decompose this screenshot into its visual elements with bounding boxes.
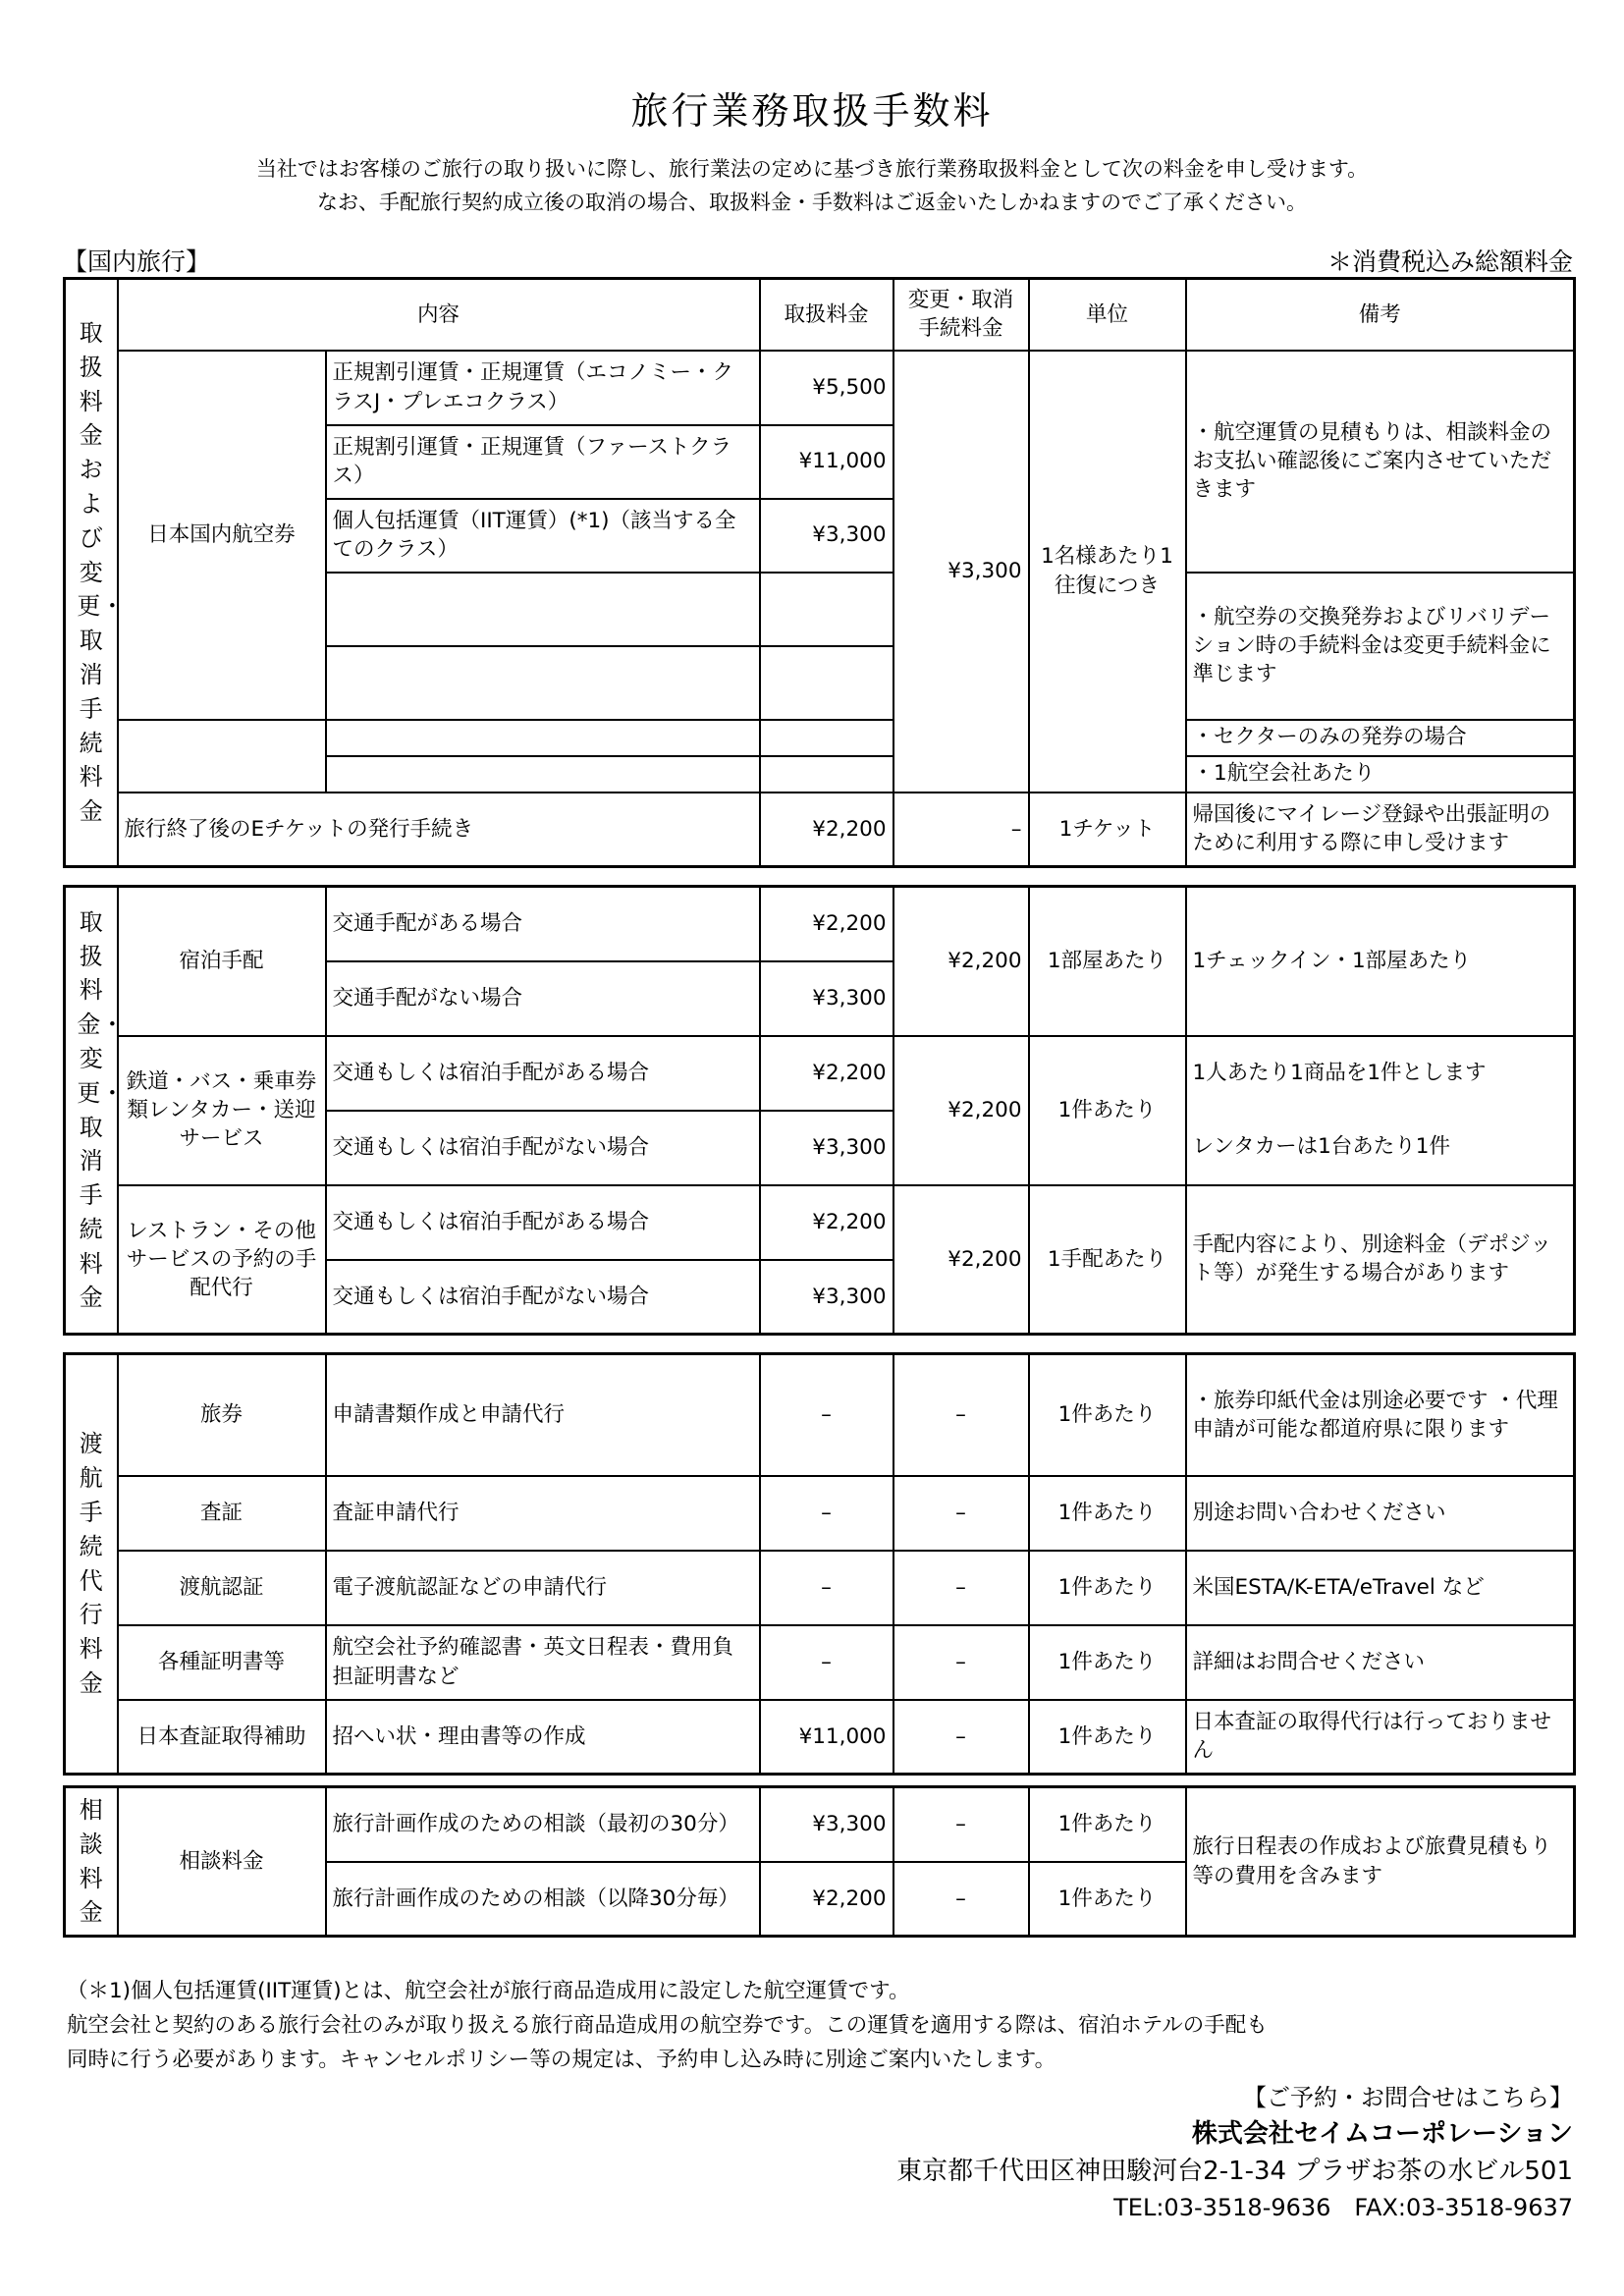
hotel-row-1: 交通手配がある場合 [326, 887, 760, 961]
passport-remarks: ・旅券印紙代金は別途必要です ・代理申請が可能な都道府県に限ります [1186, 1354, 1575, 1476]
block2-side-label: 取扱料金・変更・取消手続料金 [65, 887, 118, 1335]
airfare-remarks-1: ・航空運賃の見積もりは、相談料金のお支払い確認後にご案内させていただきます [1186, 351, 1575, 573]
company-phone: TEL:03-3518-9636 FAX:03-3518-9637 [1113, 2194, 1573, 2221]
fare-row-empty-4 [326, 756, 760, 793]
tax-note: ＊消費税込み総額料金 [1326, 247, 1573, 276]
airline-ticket-label: 日本国内航空券 [118, 351, 326, 720]
eta-fee: – [760, 1551, 893, 1625]
header-unit: 単位 [1029, 279, 1186, 351]
consultation-unit-2: 1件あたり [1029, 1862, 1186, 1937]
visa-remarks: 別途お問い合わせください [1186, 1476, 1575, 1551]
eticket-change: – [893, 793, 1029, 867]
hotel-fee-2: ¥3,300 [760, 961, 893, 1036]
restaurant-group-name: レストラン・その他サービスの予約の手配代行 [118, 1185, 326, 1335]
eta-desc: 電子渡航認証などの申請代行 [326, 1551, 760, 1625]
company-name: 株式会社セイムコーポレーション [1191, 2119, 1573, 2149]
block3-side-label: 渡航手続代行料金 [65, 1354, 118, 1775]
fare-fee-iit: ¥3,300 [760, 499, 893, 573]
fee-empty-2 [760, 646, 893, 720]
japan-visa-name: 日本査証取得補助 [118, 1700, 326, 1775]
consultation-row-2: 旅行計画作成のための相談（以降30分毎） [326, 1862, 760, 1937]
consultation-table [63, 1785, 1576, 1938]
eticket-remarks: 帰国後にマイレージ登録や出張証明のために利用する際に申し受けます [1186, 793, 1575, 867]
transport-change: ¥2,200 [893, 1036, 1029, 1185]
restaurant-unit: 1手配あたり [1029, 1185, 1186, 1335]
consultation-fee-1: ¥3,300 [760, 1787, 893, 1862]
restaurant-row-2: 交通もしくは宿泊手配がない場合 [326, 1260, 760, 1335]
japan-visa-fee: ¥11,000 [760, 1700, 893, 1775]
fare-row-empty-3 [326, 720, 760, 756]
fee-empty-3 [760, 720, 893, 756]
consultation-unit-1: 1件あたり [1029, 1787, 1186, 1862]
hotel-group-name: 宿泊手配 [118, 887, 326, 1036]
restaurant-fee-1: ¥2,200 [760, 1185, 893, 1260]
passport-fee: – [760, 1354, 893, 1476]
transport-fee-1: ¥2,200 [760, 1036, 893, 1111]
header-remarks: 備考 [1186, 279, 1575, 351]
transport-row-1: 交通もしくは宿泊手配がある場合 [326, 1036, 760, 1111]
japan-visa-desc: 招へい状・理由書等の作成 [326, 1700, 760, 1775]
airfare-remarks-2: ・航空券の交換発券およびリバリデーション時の手続料金は変更手続料金に準じます [1186, 573, 1575, 720]
eta-remarks: 米国ESTA/K-ETA/eTravel など [1186, 1551, 1575, 1625]
fare-row-first: 正規割引運賃・正規運賃（ファーストクラス） [326, 425, 760, 499]
eta-unit: 1件あたり [1029, 1551, 1186, 1625]
visa-unit: 1件あたり [1029, 1476, 1186, 1551]
transport-fee-2: ¥3,300 [760, 1111, 893, 1185]
passport-name: 旅券 [118, 1354, 326, 1476]
consultation-name: 相談料金 [118, 1787, 326, 1937]
fare-row-iit: 個人包括運賃（IIT運賃）(*1)（該当する全てのクラス） [326, 499, 760, 573]
fare-row-economy: 正規割引運賃・正規運賃（エコノミー・クラスJ・プレエコクラス） [326, 351, 760, 425]
arrangement-fees-table [63, 885, 1576, 1336]
eticket-fee: ¥2,200 [760, 793, 893, 867]
travel-procedure-table [63, 1352, 1576, 1776]
fare-fee-first: ¥11,000 [760, 425, 893, 499]
passport-unit: 1件あたり [1029, 1354, 1186, 1476]
domestic-airfare-table [63, 277, 1576, 868]
airline-empty [118, 720, 326, 793]
hotel-row-2: 交通手配がない場合 [326, 961, 760, 1036]
hotel-remarks: 1チェックイン・1部屋あたり [1186, 887, 1575, 1036]
visa-desc: 査証申請代行 [326, 1476, 760, 1551]
certificate-fee: – [760, 1625, 893, 1700]
section-label: 【国内旅行】 [63, 247, 211, 276]
fare-fee-economy: ¥5,500 [760, 351, 893, 425]
restaurant-fee-2: ¥3,300 [760, 1260, 893, 1335]
eticket-desc: 旅行終了後のEチケットの発行手続き [118, 793, 760, 867]
contact-label: 【ご予約・お問合せはこちら】 [1243, 2084, 1573, 2111]
certificate-unit: 1件あたり [1029, 1625, 1186, 1700]
consultation-change-1: – [893, 1787, 1029, 1862]
restaurant-remarks: 手配内容により、別途料金（デポジット等）が発生する場合があります [1186, 1185, 1575, 1335]
hotel-change: ¥2,200 [893, 887, 1029, 1036]
eta-change: – [893, 1551, 1029, 1625]
airfare-change-fee: ¥3,300 [893, 351, 1029, 793]
consultation-fee-2: ¥2,200 [760, 1862, 893, 1937]
block1-side-label: 取扱料金および変更・取消手続料金 [65, 279, 118, 867]
footnote-3: 同時に行う必要があります。キャンセルポリシー等の規定は、予約申し込み時に別途ご案内いたします。 [67, 2048, 1056, 2072]
consultation-row-1: 旅行計画作成のための相談（最初の30分） [326, 1787, 760, 1862]
certificate-remarks: 詳細はお問合せください [1186, 1625, 1575, 1700]
hotel-fee-1: ¥2,200 [760, 887, 893, 961]
eticket-unit: 1チケット [1029, 793, 1186, 867]
intro-line-2: なお、手配旅行契約成立後の取消の場合、取扱料金・手数料はご返金いたしかねますのでご了承ください。 [317, 191, 1307, 214]
fare-row-empty-1 [326, 573, 760, 646]
certificate-change: – [893, 1625, 1029, 1700]
header-content: 内容 [118, 279, 760, 351]
japan-visa-remarks: 日本査証の取得代行は行っておりません [1186, 1700, 1575, 1775]
eta-name: 渡航認証 [118, 1551, 326, 1625]
japan-visa-change: – [893, 1700, 1029, 1775]
restaurant-row-1: 交通もしくは宿泊手配がある場合 [326, 1185, 760, 1260]
hotel-unit: 1部屋あたり [1029, 887, 1186, 1036]
airfare-unit: 1名様あたり1往復につき [1029, 351, 1186, 793]
block4-side-label: 相談料金 [65, 1787, 118, 1937]
page-title: 旅行業務取扱手数料 [630, 89, 994, 133]
consultation-change-2: – [893, 1862, 1029, 1937]
transport-remarks-b: レンタカーは1台あたり1件 [1186, 1111, 1575, 1185]
transport-group-name: 鉄道・バス・乗車券類レンタカー・送迎サービス [118, 1036, 326, 1185]
passport-desc: 申請書類作成と申請代行 [326, 1354, 760, 1476]
transport-row-2: 交通もしくは宿泊手配がない場合 [326, 1111, 760, 1185]
certificate-desc: 航空会社予約確認書・英文日程表・費用負担証明書など [326, 1625, 760, 1700]
company-address: 東京都千代田区神田駿河台2-1-34 プラザお茶の水ビル501 [896, 2157, 1573, 2186]
visa-name: 査証 [118, 1476, 326, 1551]
consultation-remarks: 旅行日程表の作成および旅費見積もり等の費用を含みます [1186, 1787, 1575, 1937]
japan-visa-unit: 1件あたり [1029, 1700, 1186, 1775]
transport-remarks: 1人あたり1商品を1件とします [1186, 1036, 1575, 1111]
header-change-fee: 変更・取消手続料金 [893, 279, 1029, 351]
fare-row-empty-2 [326, 646, 760, 720]
restaurant-change: ¥2,200 [893, 1185, 1029, 1335]
footnote-2: 航空会社と契約のある旅行会社のみが取り扱える旅行商品造成用の航空券です。この運賃を適用する際は、宿泊ホテルの手配も [67, 2013, 1268, 2038]
transport-unit: 1件あたり [1029, 1036, 1186, 1185]
footnote-1: （＊1)個人包括運賃(IIT運賃)とは、航空会社が旅行商品造成用に設定した航空運賃です。 [67, 1979, 910, 2003]
intro-line-1: 当社ではお客様のご旅行の取り扱いに際し、旅行業法の定めに基づき旅行業務取扱料金として次の料金を申し受けます。 [255, 157, 1369, 181]
visa-change: – [893, 1476, 1029, 1551]
fee-empty-4 [760, 756, 893, 793]
airfare-remarks-4: ・1航空会社あたり [1186, 756, 1575, 793]
visa-fee: – [760, 1476, 893, 1551]
header-fee: 取扱料金 [760, 279, 893, 351]
fee-empty-1 [760, 573, 893, 646]
airfare-remarks-3: ・セクターのみの発券の場合 [1186, 720, 1575, 756]
certificate-name: 各種証明書等 [118, 1625, 326, 1700]
passport-change: – [893, 1354, 1029, 1476]
